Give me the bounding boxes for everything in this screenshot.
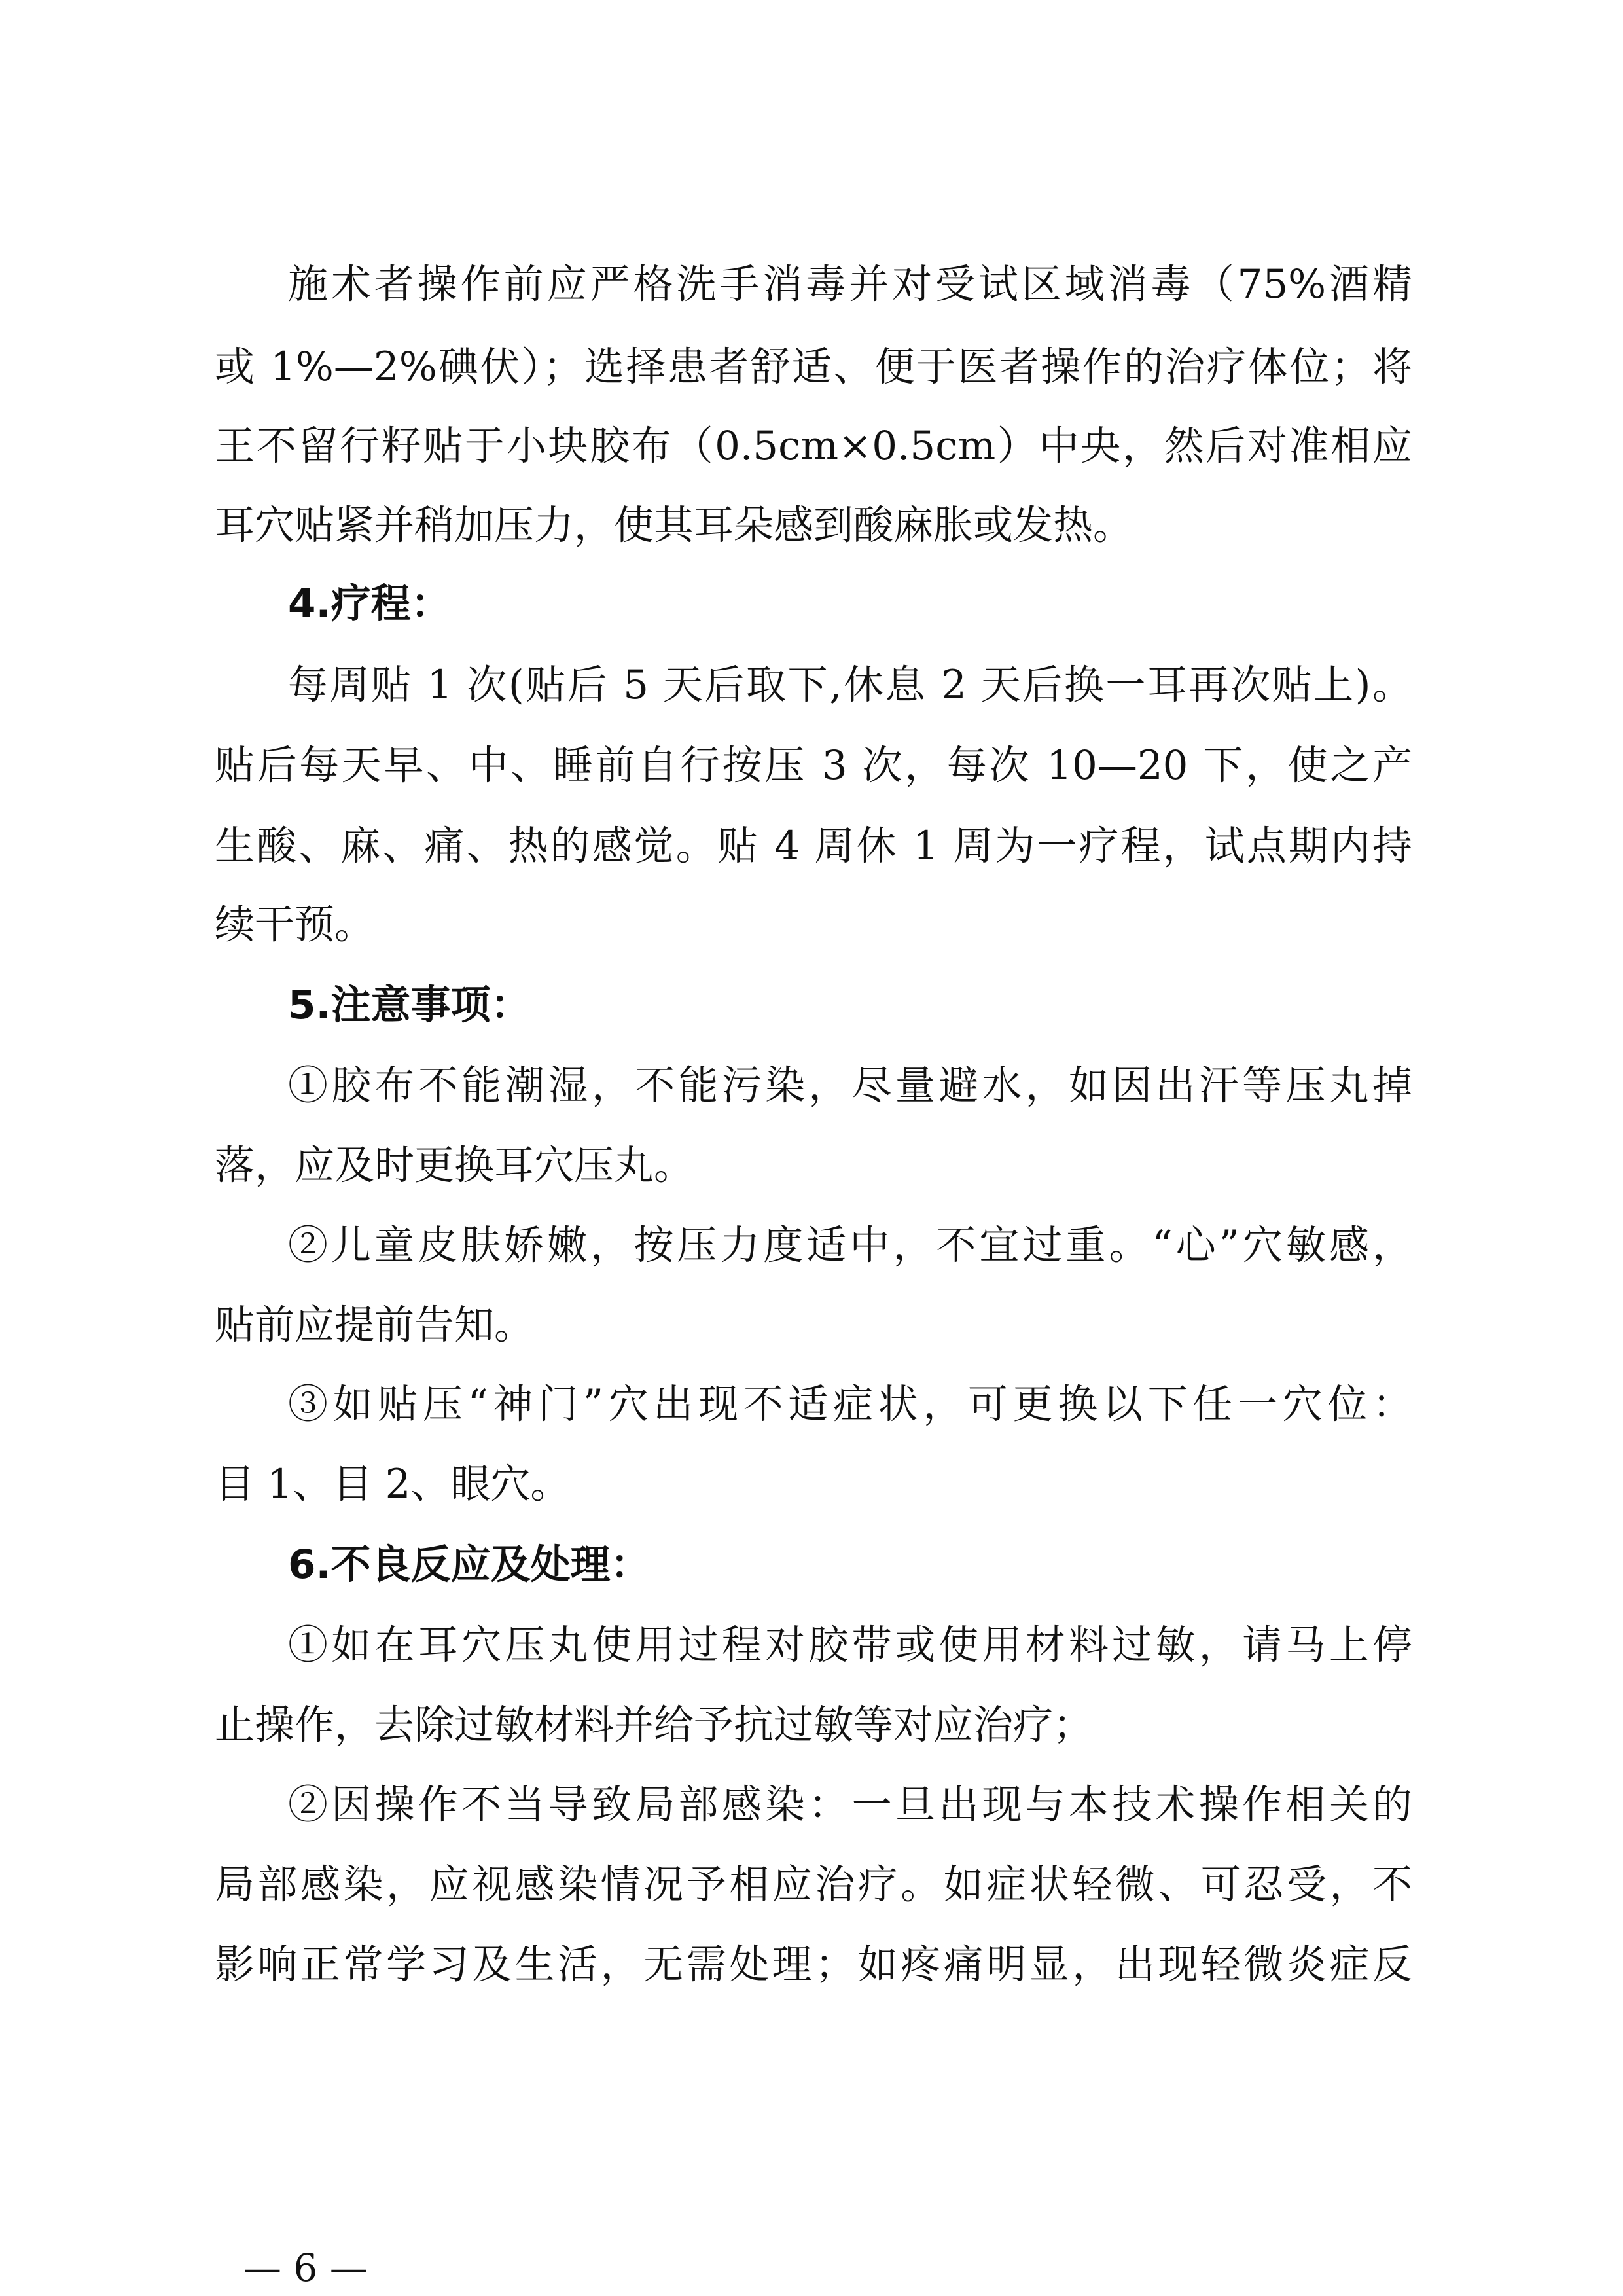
text-line: 续干预。	[215, 901, 375, 948]
text-line: 生酸、麻、痛、热的感觉。贴 4 周休 1 周为一疗程，试点期内持	[215, 823, 1412, 869]
list-item-line: ②因操作不当导致局部感染：一旦出现与本技术操作相关的	[288, 1782, 1412, 1828]
list-item-line: 影响正常学习及生活，无需处理；如疼痛明显，出现轻微炎症反	[215, 1941, 1412, 1988]
list-item-line: ①如在耳穴压丸使用过程对胶带或使用材料过敏，请马上停	[288, 1622, 1412, 1668]
section-heading: 5.注意事项：	[288, 982, 531, 1028]
list-item-line: ①胶布不能潮湿，不能污染，尽量避水，如因出汗等压丸掉	[288, 1062, 1412, 1109]
text-line: 耳穴贴紧并稍加压力，使其耳朵感到酸麻胀或发热。	[215, 502, 1133, 548]
text-line: 施术者操作前应严格洗手消毒并对受试区域消毒（75%酒精	[288, 261, 1412, 308]
list-item-line: 落，应及时更换耳穴压丸。	[215, 1142, 694, 1189]
list-item-line: 贴前应提前告知。	[215, 1302, 535, 1348]
text-line: 贴后每天早、中、睡前自行按压 3 次，每次 10—20 下，使之产	[215, 742, 1412, 789]
text-line: 或 1%—2%碘伏）；选择患者舒适、便于医者操作的治疗体位；将	[215, 344, 1412, 390]
list-item-line: 局部感染，应视感染情况予相应治疗。如症状轻微、可忍受，不	[215, 1861, 1412, 1908]
section-heading: 4.疗程：	[288, 581, 451, 627]
list-item-line: ③如贴压“神门”穴出现不适症状，可更换以下任一穴位：	[288, 1381, 1412, 1427]
section-heading: 6.不良反应及处理：	[288, 1541, 651, 1588]
list-item-line: ②儿童皮肤娇嫩，按压力度适中，不宜过重。“心”穴敏感，	[288, 1222, 1412, 1268]
text-line: 王不留行籽贴于小块胶布（0.5cm×0.5cm）中央，然后对准相应	[215, 423, 1412, 469]
text-line: 每周贴 1 次(贴后 5 天后取下,休息 2 天后换一耳再次贴上)。	[288, 662, 1412, 708]
page-number: — 6 —	[243, 2246, 368, 2290]
list-item-line: 止操作，去除过敏材料并给予抗过敏等对应治疗；	[215, 1702, 1094, 1748]
list-item-line: 目 1、目 2、眼穴。	[215, 1461, 571, 1507]
